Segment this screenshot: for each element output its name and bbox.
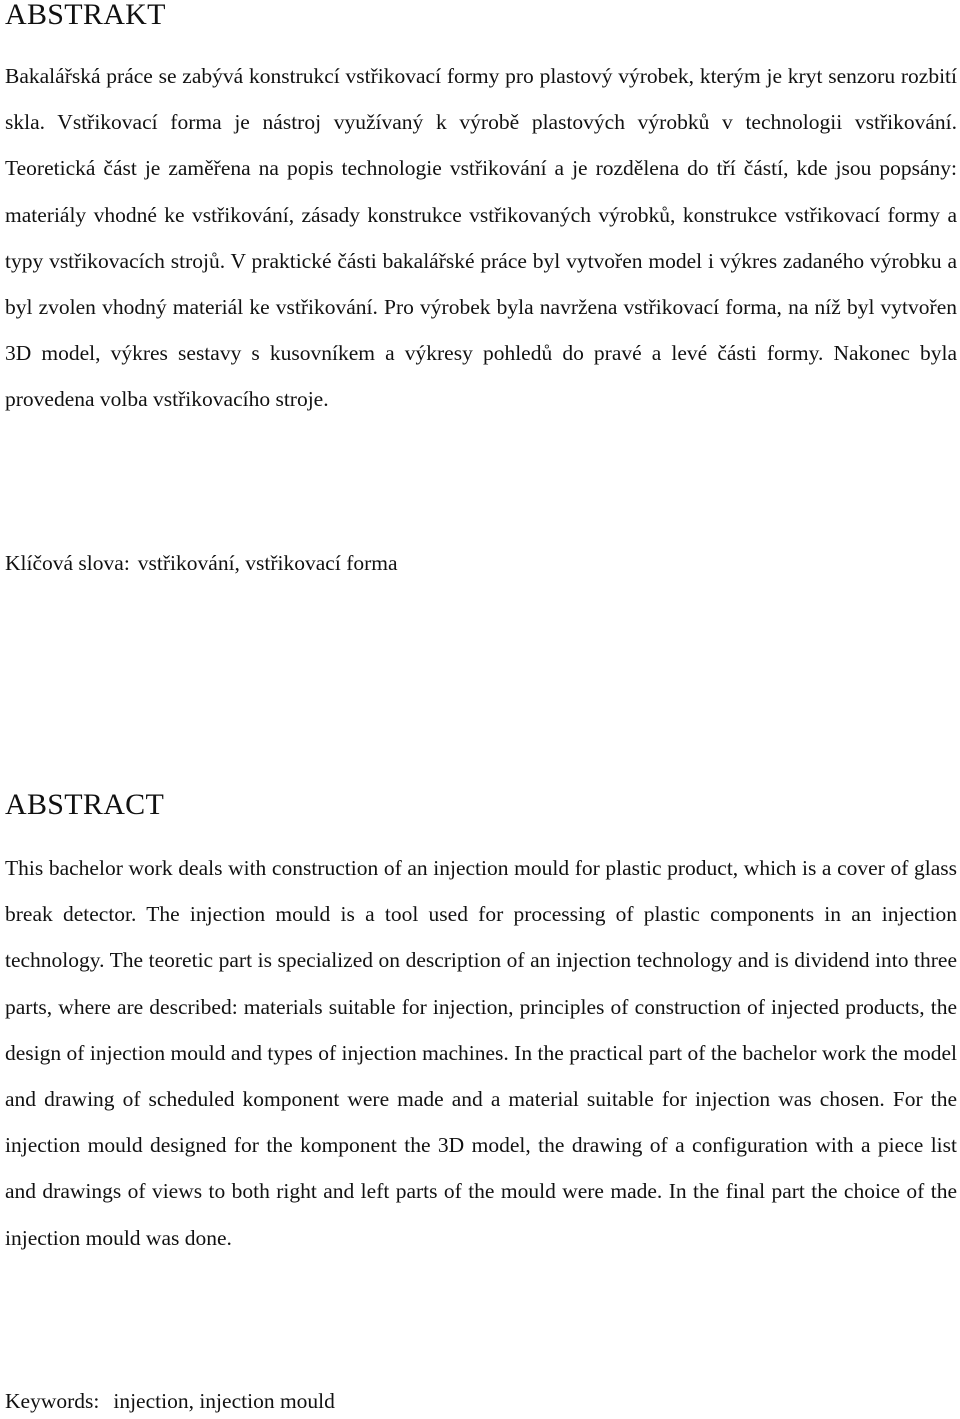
english-keywords-line (5, 1386, 335, 1416)
czech-abstract-paragraph: Bakalářská práce se zabývá konstrukcí vstřikovací formy pro plastový výrobek, kterým je kryt senzoru rozbití skla. Vstřikovací forma je nástroj využívaný k výrobě plastových výrobků v technologii vstřikování. Teoretická část je zaměřena na popis technologie vstřikování a je rozdělena do tří částí, kde jsou popsány: materiály vhodné ke vstřikování, zásady konstrukce vstřikovaných výrobků, konstrukce vstřikovací formy a typy vstřikovacích strojů. V praktické části bakalářské práce byl vytvořen model i výkres zadaného výrobku a byl zvolen vhodný materiál ke vstřikování. Pro výrobek byla navržena vstřikovací forma, na níž byl vytvořen 3D model, výkres sestavy s kusovníkem a výkresy pohledů do pravé a levé části formy. Nakonec byla provedena volba vstřikovacího stroje. (5, 64, 957, 412)
czech-keywords-line (5, 548, 398, 578)
english-keywords-label: Keywords: (5, 1389, 100, 1413)
english-abstract-paragraph: This bachelor work deals with construction of an injection mould for plastic product, which is a cover of glass break detector. The injection mould is a tool used for processing of plastic components in an injection technology. The teoretic part is specialized on description of an injection technology and is dividend into three parts, where are described: materials suitable for injection, principles of construction of injected products, the design of injection mould and types of injection machines. In the practical part of the bachelor work the model and drawing of scheduled komponent were made and a material suitable for injection was chosen. For the injection mould designed for the komponent the 3D model, the drawing of a configuration with a piece list and drawings of views to both right and left parts of the mould were made. In the final part the choice of the injection mould was done. (5, 856, 957, 1250)
english-keywords-value: injection, injection mould (113, 1389, 335, 1413)
english-abstract-heading: ABSTRACT (5, 788, 165, 821)
czech-keywords-value: vstřikování, vstřikovací forma (137, 551, 398, 575)
czech-keywords-label: Klíčová slova: (5, 551, 130, 575)
czech-abstract-heading: ABSTRAKT (5, 0, 166, 31)
